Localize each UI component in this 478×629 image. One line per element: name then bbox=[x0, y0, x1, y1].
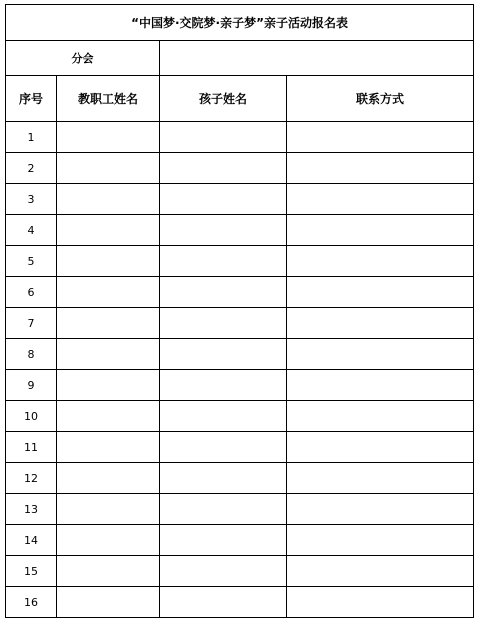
child-name-cell[interactable] bbox=[160, 308, 287, 339]
row-number-cell: 15 bbox=[6, 556, 57, 587]
table-row bbox=[6, 308, 474, 339]
child-name-cell[interactable] bbox=[160, 122, 287, 153]
staff-name-cell[interactable] bbox=[57, 277, 160, 308]
branch-value-cell[interactable] bbox=[160, 41, 474, 76]
table-row bbox=[6, 184, 474, 215]
table-row bbox=[6, 215, 474, 246]
branch-row bbox=[6, 41, 474, 76]
staff-name-cell[interactable] bbox=[57, 308, 160, 339]
contact-cell[interactable] bbox=[287, 122, 474, 153]
table-row bbox=[6, 494, 474, 525]
child-name-cell[interactable] bbox=[160, 463, 287, 494]
table-row bbox=[6, 246, 474, 277]
table-row bbox=[6, 525, 474, 556]
staff-name-cell[interactable] bbox=[57, 494, 160, 525]
table-row bbox=[6, 463, 474, 494]
row-number-cell: 3 bbox=[6, 184, 57, 215]
child-name-cell[interactable] bbox=[160, 277, 287, 308]
staff-name-cell[interactable] bbox=[57, 184, 160, 215]
contact-cell[interactable] bbox=[287, 184, 474, 215]
child-name-cell[interactable] bbox=[160, 370, 287, 401]
column-header-row bbox=[6, 76, 474, 122]
staff-name-cell[interactable] bbox=[57, 525, 160, 556]
registration-form-table bbox=[5, 4, 474, 618]
table-row bbox=[6, 122, 474, 153]
row-number-cell: 5 bbox=[6, 246, 57, 277]
row-number-cell: 8 bbox=[6, 339, 57, 370]
staff-name-cell[interactable] bbox=[57, 463, 160, 494]
row-number-cell: 4 bbox=[6, 215, 57, 246]
child-name-cell[interactable] bbox=[160, 215, 287, 246]
row-number-cell: 10 bbox=[6, 401, 57, 432]
contact-cell[interactable] bbox=[287, 215, 474, 246]
staff-name-cell[interactable] bbox=[57, 246, 160, 277]
staff-name-cell[interactable] bbox=[57, 556, 160, 587]
child-name-cell[interactable] bbox=[160, 246, 287, 277]
form-title: “中国梦·交院梦·亲子梦”亲子活动报名表 bbox=[6, 5, 474, 41]
staff-name-cell[interactable] bbox=[57, 215, 160, 246]
child-name-cell[interactable] bbox=[160, 432, 287, 463]
contact-cell[interactable] bbox=[287, 370, 474, 401]
row-number-cell: 7 bbox=[6, 308, 57, 339]
row-number-cell: 1 bbox=[6, 122, 57, 153]
child-name-cell[interactable] bbox=[160, 556, 287, 587]
table-row bbox=[6, 277, 474, 308]
table-row bbox=[6, 556, 474, 587]
staff-name-cell[interactable] bbox=[57, 153, 160, 184]
staff-name-cell[interactable] bbox=[57, 432, 160, 463]
contact-cell[interactable] bbox=[287, 308, 474, 339]
row-number-cell: 6 bbox=[6, 277, 57, 308]
contact-cell[interactable] bbox=[287, 494, 474, 525]
child-name-cell[interactable] bbox=[160, 153, 287, 184]
row-number-cell: 9 bbox=[6, 370, 57, 401]
contact-cell[interactable] bbox=[287, 153, 474, 184]
contact-cell[interactable] bbox=[287, 556, 474, 587]
form-body bbox=[6, 5, 474, 618]
table-row bbox=[6, 432, 474, 463]
table-row bbox=[6, 370, 474, 401]
title-row bbox=[6, 5, 474, 41]
child-name-cell[interactable] bbox=[160, 494, 287, 525]
table-row bbox=[6, 587, 474, 618]
contact-cell[interactable] bbox=[287, 525, 474, 556]
staff-name-cell[interactable] bbox=[57, 587, 160, 618]
staff-name-cell[interactable] bbox=[57, 122, 160, 153]
contact-cell[interactable] bbox=[287, 463, 474, 494]
row-number-cell: 2 bbox=[6, 153, 57, 184]
table-row bbox=[6, 401, 474, 432]
row-number-cell: 16 bbox=[6, 587, 57, 618]
row-number-cell: 14 bbox=[6, 525, 57, 556]
child-name-cell[interactable] bbox=[160, 339, 287, 370]
column-header-contact: 联系方式 bbox=[287, 76, 474, 122]
contact-cell[interactable] bbox=[287, 339, 474, 370]
contact-cell[interactable] bbox=[287, 587, 474, 618]
staff-name-cell[interactable] bbox=[57, 401, 160, 432]
staff-name-cell[interactable] bbox=[57, 339, 160, 370]
contact-cell[interactable] bbox=[287, 246, 474, 277]
row-number-cell: 12 bbox=[6, 463, 57, 494]
table-row bbox=[6, 339, 474, 370]
row-number-cell: 11 bbox=[6, 432, 57, 463]
contact-cell[interactable] bbox=[287, 432, 474, 463]
contact-cell[interactable] bbox=[287, 277, 474, 308]
child-name-cell[interactable] bbox=[160, 184, 287, 215]
child-name-cell[interactable] bbox=[160, 401, 287, 432]
staff-name-cell[interactable] bbox=[57, 370, 160, 401]
child-name-cell[interactable] bbox=[160, 525, 287, 556]
table-row bbox=[6, 153, 474, 184]
column-header-staff-name: 教职工姓名 bbox=[57, 76, 160, 122]
column-header-child-name: 孩子姓名 bbox=[160, 76, 287, 122]
branch-label: 分会 bbox=[6, 41, 160, 76]
row-number-cell: 13 bbox=[6, 494, 57, 525]
column-header-no: 序号 bbox=[6, 76, 57, 122]
child-name-cell[interactable] bbox=[160, 587, 287, 618]
contact-cell[interactable] bbox=[287, 401, 474, 432]
